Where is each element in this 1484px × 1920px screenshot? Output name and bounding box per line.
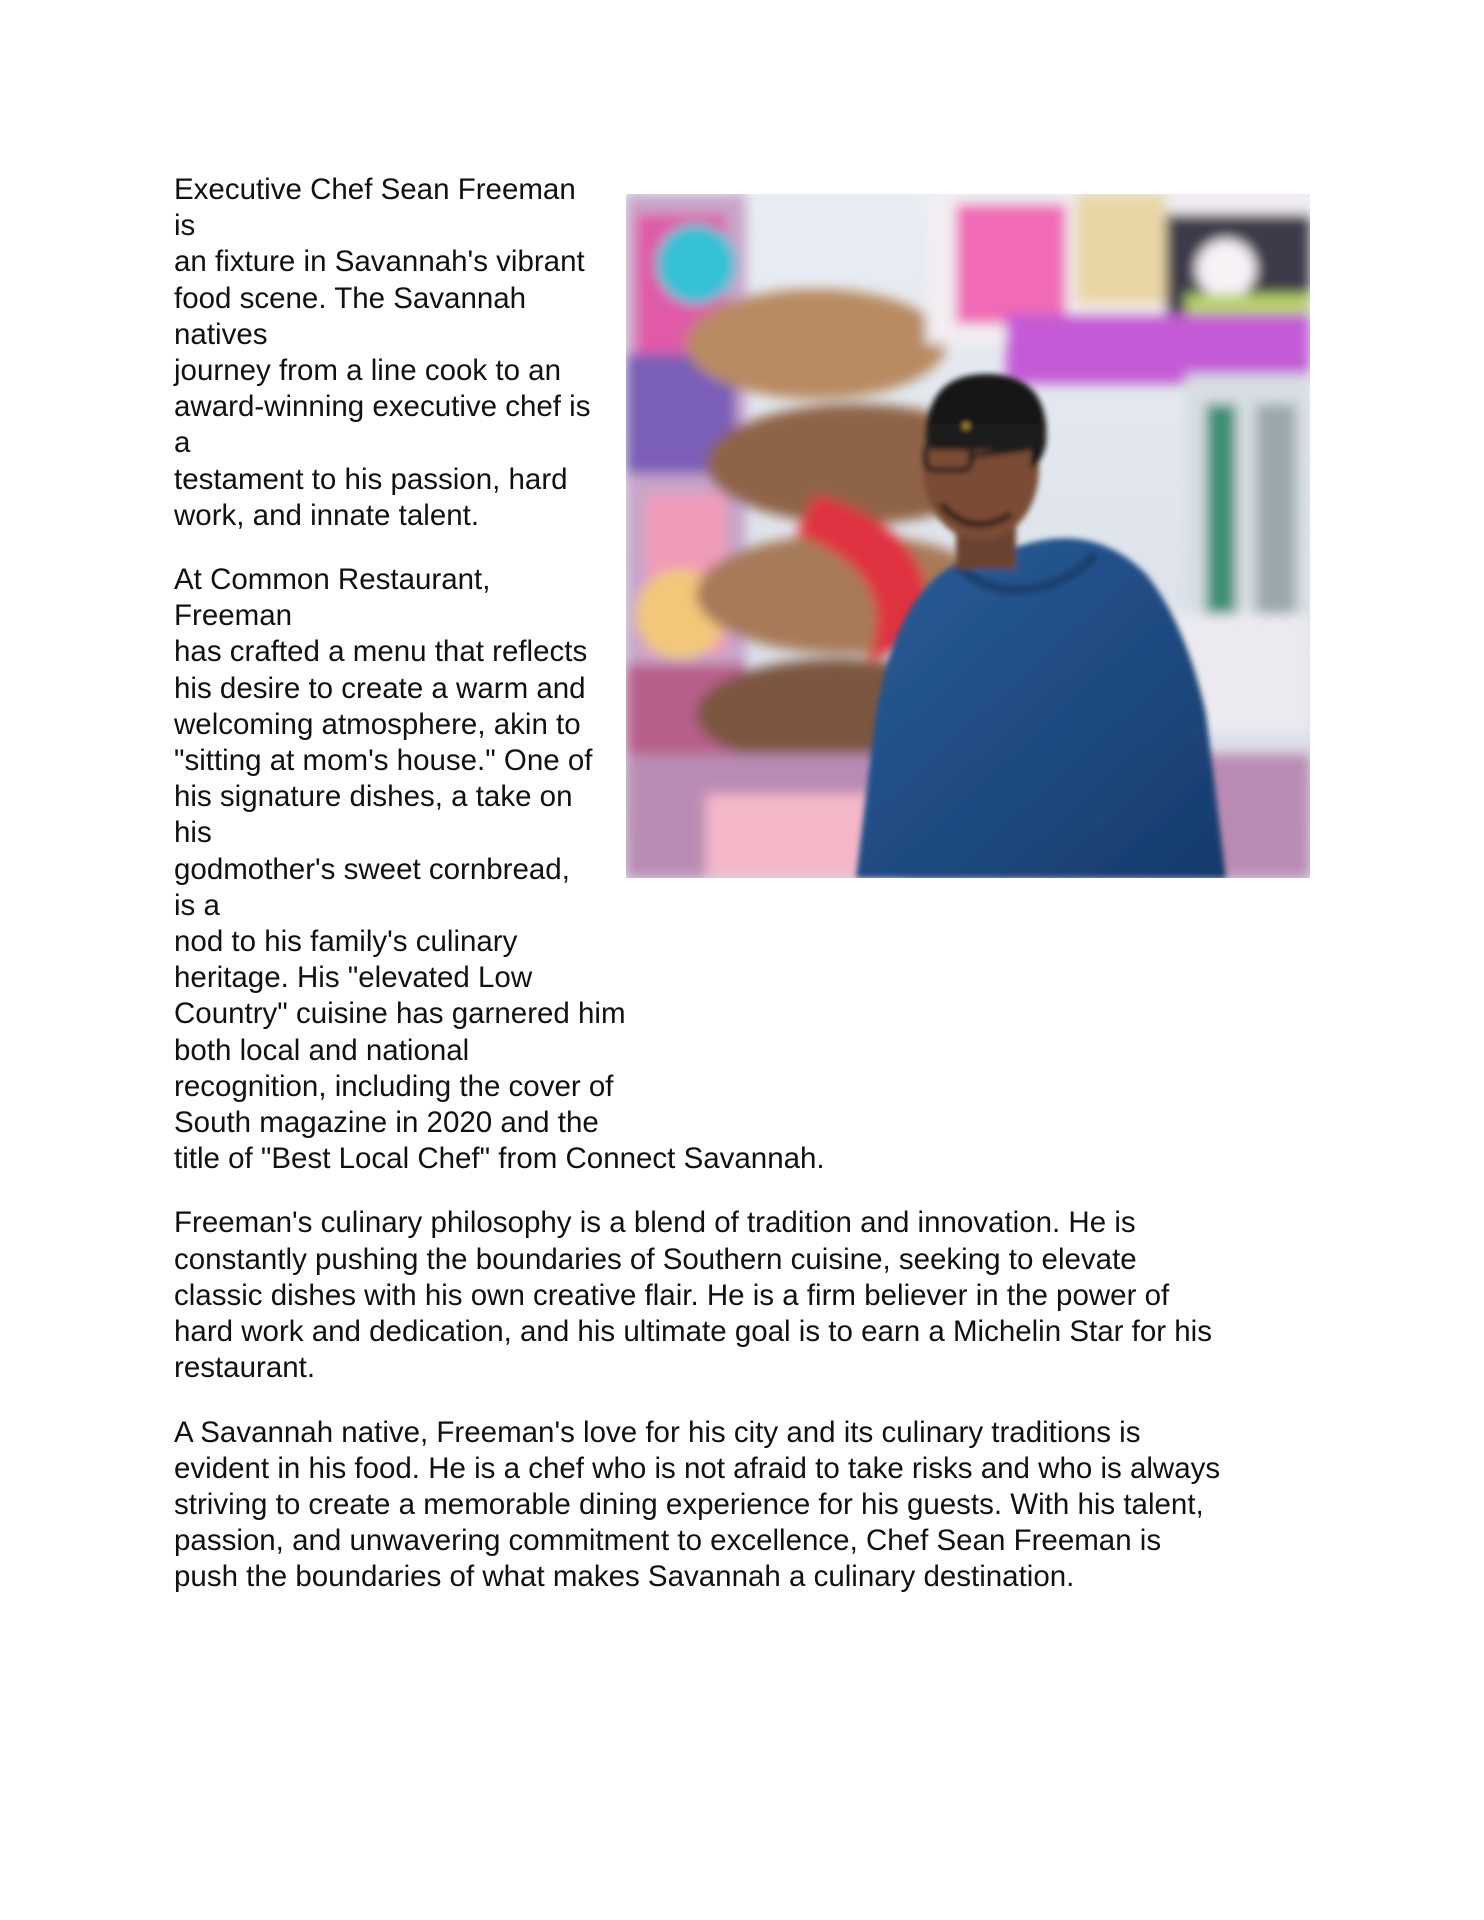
paragraph-intro: Executive Chef Sean Freeman is an fixture in Savannah's vibrant food scene. The Savannah natives journey from a line cook to an award-winning executive chef is a testament to his passion, hard work, and innate talent. — [174, 173, 591, 532]
paragraph-savannah-native: A Savannah native, Freeman's love for his city and its culinary traditions is evident in his food. He is a chef who is not afraid to take risks and who is always striving to create a memorable dining experience for his guests. With his talent, passion, and unwavering commitment to excellence, Chef Sean Freeman is push the boundaries of what makes Savannah a culinary destination. — [174, 1415, 1221, 1594]
chef-photo — [626, 194, 1310, 878]
paragraph-common-restaurant: At Common Restaurant, Freeman has crafted a menu that reflects his desire to create a warm and welcoming atmosphere, akin to "sitting at mom's house." One of his signature dishes, a take on his godmother's sweet cornbread, is a nod to his family's culinary heritage. His "elevated Low Country" cuisine has garnered him both local and national recognition, including the cover of South magazine in 2020 and the title of "Best Local Chef" from Connect Savannah. — [174, 563, 825, 1176]
document-body — [174, 172, 1310, 1624]
chef-photo-illustration — [626, 194, 1310, 878]
paragraph-philosophy: Freeman's culinary philosophy is a blend of tradition and innovation. He is constantly pushing the boundaries of Southern cuisine, seeking to elevate classic dishes with his own creative flair. He is a firm believer in the power of hard work and dedication, and his ultimate goal is to earn a Michelin Star for his restaurant. — [174, 1206, 1212, 1385]
